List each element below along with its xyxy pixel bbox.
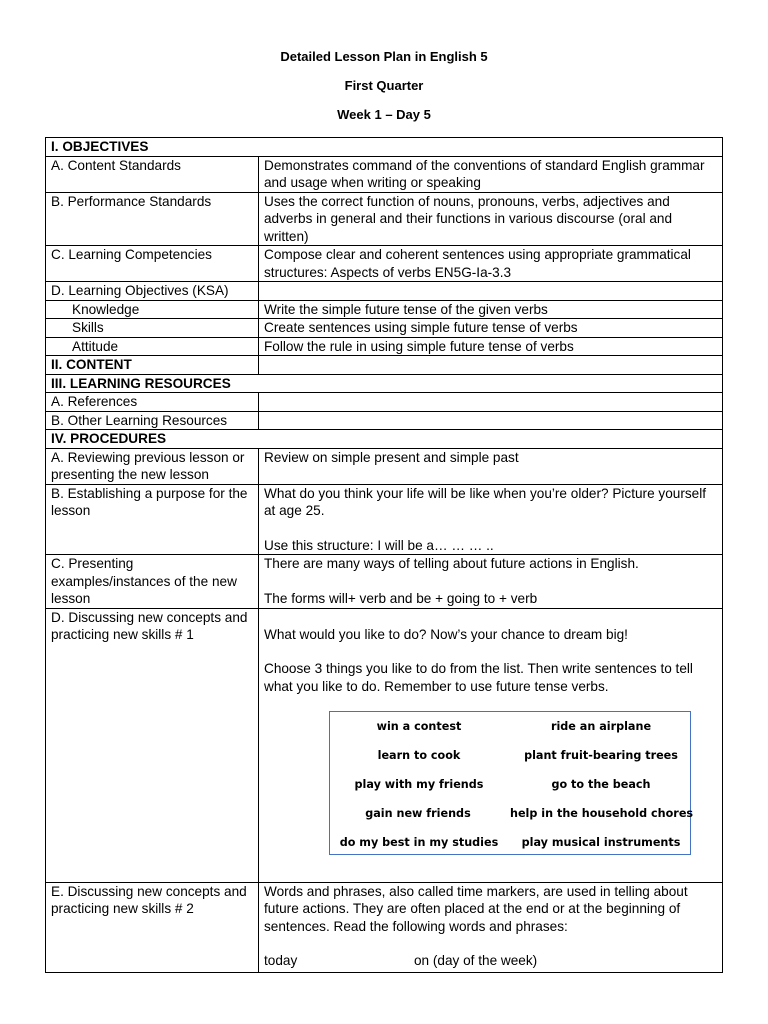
procedure-a-text: Review on simple present and simple past [259,448,723,484]
procedure-e-label: E. Discussing new concepts and practicing new skills # 2 [46,882,259,972]
time-marker: today [264,953,298,968]
activity-word-box [329,711,694,855]
performance-standards-text: Uses the correct function of nouns, pronouns, verbs, adjectives and adverbs in general and their functions in various discourse (oral and written) [259,192,723,246]
procedure-c-cell [259,555,723,609]
resources-heading-row [46,374,723,393]
content-heading-row [46,356,723,375]
procedures-heading-row [46,430,723,449]
procedure-b-label: B. Establishing a purpose for the lesson [46,484,259,555]
learning-competencies-row [46,246,723,282]
references-text [259,393,723,412]
attitude-label: Attitude [46,337,259,356]
objectives-heading-row [46,138,723,157]
word-box-item: go to the beach [551,778,651,791]
references-label: A. References [46,393,259,412]
references-row [46,393,723,412]
knowledge-text: Write the simple future tense of the given verbs [259,300,723,319]
learning-competencies-label: C. Learning Competencies [46,246,259,282]
procedure-c-text1: There are many ways of telling about future actions in English. [264,556,639,571]
other-resources-text [259,411,723,430]
word-box-item: learn to cook [377,749,461,762]
word-box-item: plant fruit-bearing trees [524,749,678,762]
resources-heading: III. LEARNING RESOURCES [46,374,723,393]
procedure-c-label: C. Presenting examples/instances of the new lesson [46,555,259,609]
word-box-row [330,776,690,805]
procedure-a-row [46,448,723,484]
performance-standards-row [46,192,723,246]
procedure-d-text2: Choose 3 things you like to do from the list. Then write sentences to tell what you like to do. Remember to use future tense verbs. [264,661,693,694]
word-box-item: do my best in my studies [339,836,499,849]
objectives-heading: I. OBJECTIVES [46,138,723,157]
procedure-b-text1: What do you think your life will be like when you’re older? Picture yourself at age 25. [264,485,707,518]
word-box-item: gain new friends [365,807,471,820]
word-box-row [330,834,690,863]
procedure-c-text2: The forms will+ verb and be + going to + verb [264,590,538,606]
performance-standards-label: B. Performance Standards [46,192,259,246]
time-markers-row [264,952,717,970]
knowledge-row [46,300,723,319]
word-box-item: ride an airplane [550,720,652,733]
word-box-item: play musical instruments [521,836,681,849]
procedure-c-row [46,555,723,609]
procedure-d-text1: What would you like to do? Now’s your chance to dream big! [264,626,628,642]
procedure-d-row [46,608,723,882]
learning-objectives-label: D. Learning Objectives (KSA) [46,282,259,301]
word-box-row [330,747,690,776]
content-standards-row [46,156,723,192]
learning-objectives-row [46,282,723,301]
procedure-d-label: D. Discussing new concepts and practicing new skills # 1 [46,608,259,882]
word-box-item: help in the household chores [510,807,694,820]
other-resources-row [46,411,723,430]
time-marker: on (day of the week) [414,953,538,968]
procedures-heading: IV. PROCEDURES [46,430,723,449]
document-title: Detailed Lesson Plan in English 5 [280,49,488,64]
procedure-b-text2: Use this structure: I will be a… … … .. [264,537,494,553]
procedure-a-label: A. Reviewing previous lesson or presenting the new lesson [46,448,259,484]
content-heading: II. CONTENT [46,356,259,375]
content-text [259,356,723,375]
learning-competencies-text: Compose clear and coherent sentences using appropriate grammatical structures: Aspects of verbs EN5G-Ia-3.3 [259,246,723,282]
procedure-b-row [46,484,723,555]
knowledge-label: Knowledge [46,300,259,319]
learning-objectives-text [259,282,723,301]
skills-text: Create sentences using simple future tense of verbs [259,319,723,338]
week-heading: Week 1 – Day 5 [337,107,431,122]
attitude-row [46,337,723,356]
skills-row [46,319,723,338]
attitude-text: Follow the rule in using simple future tense of verbs [259,337,723,356]
content-standards-text: Demonstrates command of the conventions of standard English grammar and usage when writing or speaking [259,156,723,192]
word-box-row [330,805,694,834]
procedure-e-row [46,882,723,972]
word-box-row [330,718,690,747]
quarter-heading: First Quarter [344,78,424,93]
other-resources-label: B. Other Learning Resources [46,411,259,430]
lesson-plan-table [45,137,723,973]
word-box-item: play with my friends [354,778,484,791]
procedure-b-cell [259,484,723,555]
skills-label: Skills [46,319,259,338]
procedure-e-text1: Words and phrases, also called time markers, are used in telling about future actions. They are often placed at the end or at the beginning of sentences. Read the following words and phrases: [264,883,688,934]
content-standards-label: A. Content Standards [46,156,259,192]
procedure-d-cell [259,608,723,882]
word-box-item: win a contest [376,720,462,733]
procedure-e-cell [259,882,723,972]
